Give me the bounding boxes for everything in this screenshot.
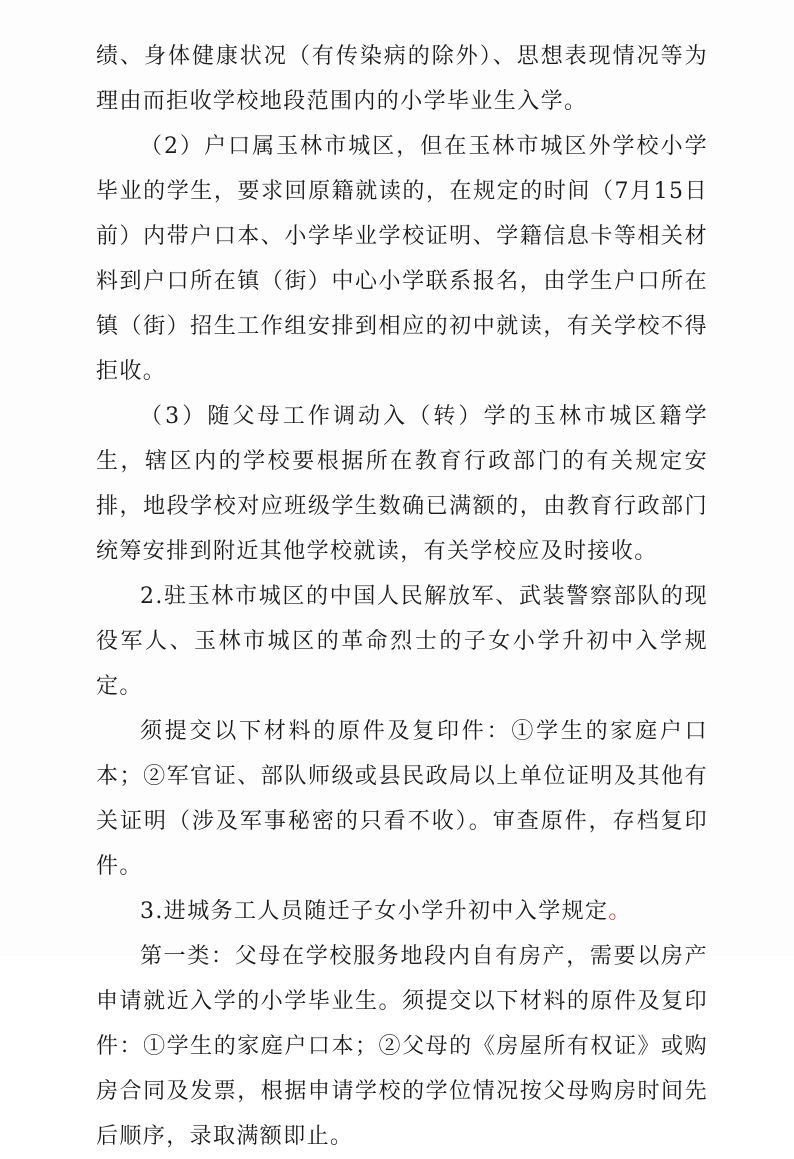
section-3-period: 。 (608, 899, 632, 924)
paragraph-section-3 (96, 889, 708, 934)
paragraph-continued: 绩、身体健康状况（有传染病的除外）、思想表现情况等为理由而拒收学校地段范围内的小学毕业生入学。 (96, 44, 708, 114)
paragraph-category-1: 第一类：父母在学校服务地段内自有房产，需要以房产申请就近入学的小学毕业生。须提交以下材料的原件及复印件：①学生的家庭户口本；②父母的《房屋所有权证》或购房合同及发票，根据申请学校的学位情况按父母购房时间先后顺序，录取满额即止。 (96, 944, 708, 1149)
paragraph-materials: 须提交以下材料的原件及复印件：①学生的家庭户口本；②军官证、部队师级或县民政局以上单位证明及其他有关证明（涉及军事秘密的只看不收）。审查原件，存档复印件。 (96, 719, 708, 879)
paragraph-item-3: （3）随父母工作调动入（转）学的玉林市城区籍学生，辖区内的学校要根据所在教育行政部门的有关规定安排，地段学校对应班级学生数确已满额的，由教育行政部门统筹安排到附近其他学校就读，有关学校应及时接收。 (96, 404, 708, 564)
paragraph-item-2: （2）户口属玉林市城区，但在玉林市城区外学校小学毕业的学生，要求回原籍就读的，在规定的时间（7月15日前）内带户口本、小学毕业学校证明、学籍信息卡等相关材料到户口所在镇（街）中心小学联系报名，由学生户口所在镇（街）招生工作组安排到相应的初中就读，有关学校不得拒收。 (96, 134, 708, 384)
paragraph-section-2: 2.驻玉林市城区的中国人民解放军、武装警察部队的现役军人、玉林市城区的革命烈士的子女小学升初中入学规定。 (96, 584, 708, 699)
section-3-heading: 3.进城务工人员随迁子女小学升初中入学规定 (140, 899, 609, 924)
document-body (96, 34, 708, 1159)
